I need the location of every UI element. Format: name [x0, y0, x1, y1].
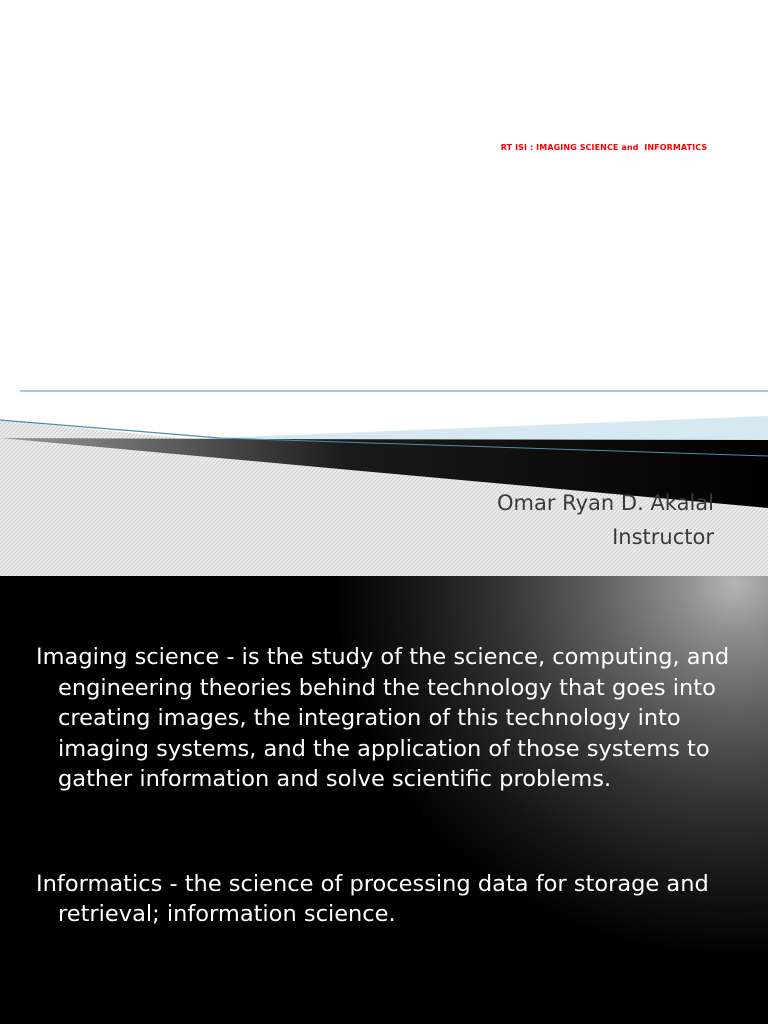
presenter-role: Instructor	[612, 525, 714, 549]
presenter-name: Omar Ryan D. Akalal	[497, 491, 714, 515]
definitions-slide	[0, 576, 768, 1024]
presenter-block	[497, 486, 714, 554]
slide-title: RT ISI : IMAGING SCIENCE and INFORMATICS	[500, 143, 708, 152]
slide-body	[36, 642, 736, 930]
definition-informatics: Informatics - the science of processing data for storage and retrieval; information science.	[36, 870, 709, 927]
definition-imaging-science: Imaging science - is the study of the science, computing, and engineering theories behind the technology that goes into creating images, the integration of this technology into imaging systems, and the application of those systems to gather information and solve scientific problems.	[36, 644, 730, 792]
